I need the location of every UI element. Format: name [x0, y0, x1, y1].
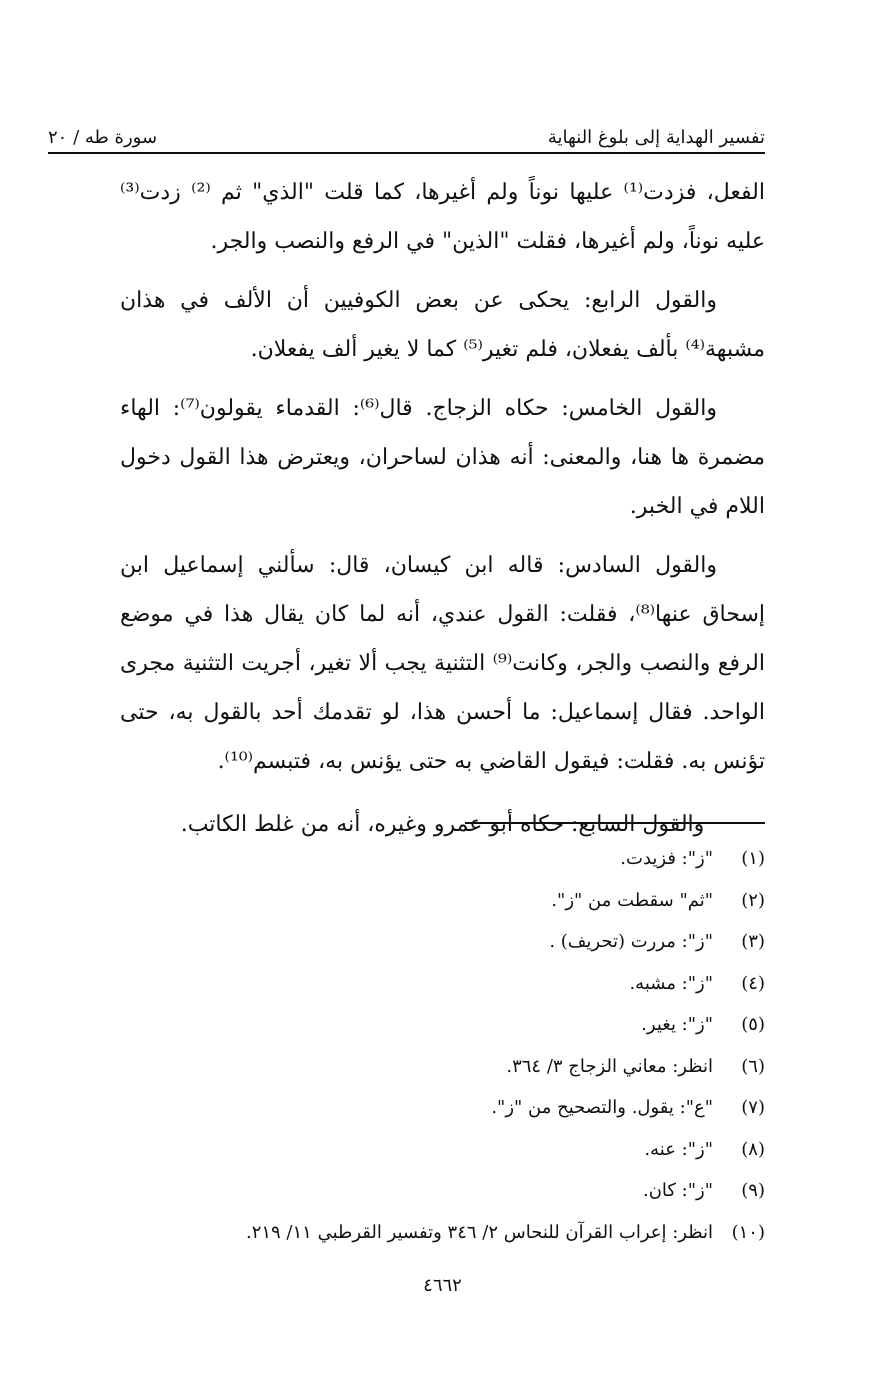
footnote-text: انظر: معاني الزجاج ٣/ ٣٦٤.	[506, 1055, 713, 1077]
surah-label: سورة طه / ٢٠	[48, 127, 158, 148]
footnote-text: "ز": يغير.	[641, 1014, 713, 1035]
paragraph: والقول السادس: قاله ابن كيسان، قال: سألني إسماعيل ابن إسحاق عنها⁽⁸⁾، فقلت: القول عندي، أنه لما كان يقال هذا في موضع الرفع والنصب والجر، وكانت⁽⁹⁾ التثنية يجب ألا تغير، أجريت التثنية مجرى الواحد. فقال إسماعيل: ما أحسن هذا، لو تقدمك أحد بالقول به، حتى تؤنس به. فقلت: فيقول القاضي به حتى يؤنس به، فتبسم⁽¹⁰⁾.	[120, 553, 766, 774]
footnote-number: (٣)	[741, 931, 765, 952]
running-header	[48, 112, 765, 154]
footnote-number: (٢)	[741, 889, 765, 911]
footnote	[120, 963, 765, 1005]
footnote	[120, 838, 765, 880]
footnote-divider	[465, 822, 765, 824]
footnote-number: (٧)	[741, 1097, 765, 1118]
footnote-number: (٨)	[741, 1138, 765, 1160]
footnote	[120, 880, 765, 922]
footnote-text: "ز": مررت (تحريف) .	[549, 931, 713, 952]
page-number: ٤٦٦٢	[423, 1275, 462, 1296]
footnote-text: انظر: إعراب القرآن للنحاس ٢/ ٣٤٦ وتفسير القرطبي ١١/ ٢١٩.	[245, 1221, 713, 1243]
footnote	[120, 1087, 765, 1129]
footnote-number: (٦)	[741, 1055, 765, 1077]
main-text	[120, 168, 765, 859]
footnotes-list	[120, 838, 765, 1253]
footnote-text: "ز": كان.	[642, 1180, 713, 1201]
paragraph: والقول الخامس: حكاه الزجاج. قال⁽⁶⁾: القدماء يقولون⁽⁷⁾: الهاء مضمرة ها هنا، والمعنى: أنه هذان لساحران، ويعترض هذا القول دخول اللام في الخبر.	[120, 396, 765, 519]
footnote	[120, 1170, 765, 1212]
footnote-number: (٤)	[741, 972, 765, 994]
footnote-number: (١)	[741, 848, 765, 869]
footnote-text: "ز": عنه.	[644, 1138, 713, 1160]
footnote-number: (٩)	[741, 1180, 765, 1201]
footnote	[120, 1046, 765, 1088]
footnote-number: (١٠)	[731, 1221, 765, 1243]
footnote-text: "ز": فزيدت.	[620, 848, 713, 869]
footnote	[120, 921, 765, 963]
footnote	[120, 1129, 765, 1171]
paragraph: والقول الرابع: يحكى عن بعض الكوفيين أن الألف في هذان مشبهة⁽⁴⁾ بألف يفعلان، فلم تغير⁽⁵⁾ كما لا يغير ألف يفعلان.	[120, 288, 765, 362]
paragraph: الفعل، فزدت⁽¹⁾ عليها نوناً ولم أغيرها، كما قلت "الذي" ثم ⁽²⁾ زدت⁽³⁾ عليه نوناً، ولم أغيرها، فقلت "الذين" في الرفع والنصب والجر.	[120, 180, 765, 254]
footnote-text: "ثم" سقطت من "ز".	[551, 889, 713, 911]
book-title: تفسير الهداية إلى بلوغ النهاية	[547, 127, 765, 148]
footnote-number: (٥)	[741, 1014, 765, 1035]
footnote	[120, 1004, 765, 1046]
footnote-text: "ز": مشبه.	[629, 972, 713, 994]
paragraph: والقول السابع: حكاه أبو عمرو وغيره، أنه من غلط الكاتب.	[180, 812, 705, 837]
footnote-text: "ع": يقول. والتصحيح من "ز".	[491, 1097, 713, 1118]
footnote	[120, 1212, 765, 1254]
